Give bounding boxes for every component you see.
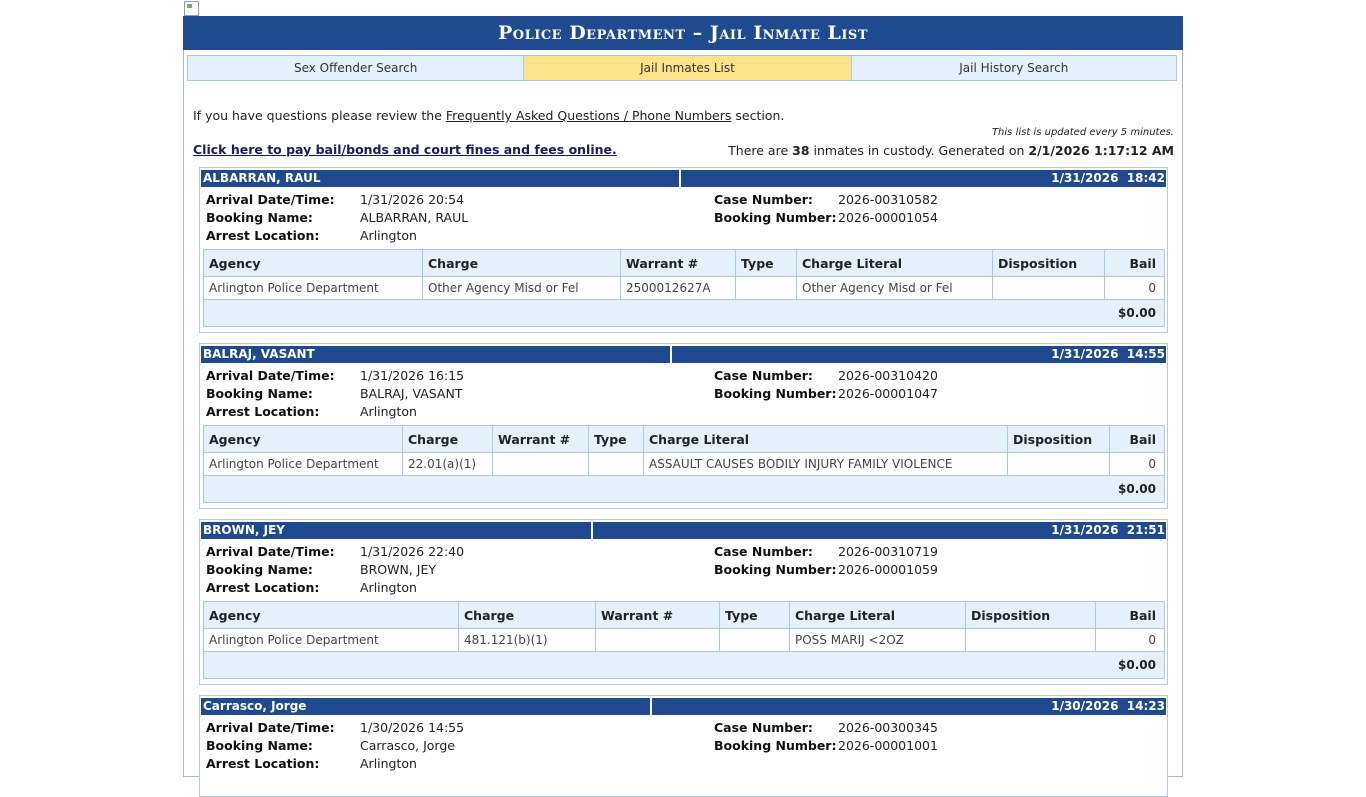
col-charge-literal: Charge Literal (790, 602, 966, 629)
case-number-label: Case Number: (714, 368, 813, 383)
booking-number-value: 2026-00001001 (838, 738, 938, 753)
bail-total: $0.00 (204, 300, 1165, 327)
nav-tabs (187, 55, 1177, 81)
col-charge-literal: Charge Literal (644, 426, 1008, 453)
col-charge-literal: Charge Literal (797, 250, 993, 277)
generated-datetime: 2/1/2026 1:17:12 AM (1028, 143, 1174, 158)
cell-warrant: 2500012627A (621, 277, 736, 300)
arrest-location-value: Arlington (360, 756, 417, 771)
tab-sex-offender-search[interactable]: Sex Offender Search (188, 56, 524, 80)
arrest-location-label: Arrest Location: (206, 580, 320, 595)
cell-type (589, 453, 644, 476)
cell-charge: 481.121(b)(1) (459, 629, 596, 652)
booking-name-value: Carrasco, Jorge (360, 738, 455, 753)
booking-number-label: Booking Number: (714, 386, 837, 401)
col-type: Type (589, 426, 644, 453)
case-number-value: 2026-00310719 (838, 544, 938, 559)
arrest-location-label: Arrest Location: (206, 228, 320, 243)
inmate-name: ALBARRAN, RAUL (201, 170, 681, 187)
cell-charge: Other Agency Misd or Fel (423, 277, 621, 300)
cell-charge-literal: POSS MARIJ <2OZ (790, 629, 966, 652)
arrival-value: 1/31/2026 22:40 (360, 544, 465, 559)
col-bail: Bail (1105, 250, 1165, 277)
broken-image-icon (183, 0, 199, 16)
cell-warrant (493, 453, 589, 476)
inmate-info (200, 539, 1167, 595)
col-charge: Charge (403, 426, 493, 453)
booking-name-value: BALRAJ, VASANT (360, 386, 463, 401)
booking-number-label: Booking Number: (714, 738, 837, 753)
case-number-value: 2026-00310582 (838, 192, 938, 207)
inmate-record (199, 695, 1168, 797)
arrival-label: Arrival Date/Time: (206, 544, 335, 559)
booking-number-value: 2026-00001047 (838, 386, 938, 401)
arrest-location-label: Arrest Location: (206, 404, 320, 419)
bail-total-row (204, 476, 1165, 503)
table-row (204, 629, 1165, 652)
inmate-name: Carrasco, Jorge (201, 698, 652, 715)
bail-total-row (204, 652, 1165, 679)
cell-warrant (596, 629, 720, 652)
arrest-location-value: Arlington (360, 228, 417, 243)
arrival-label: Arrival Date/Time: (206, 192, 335, 207)
charges-table (203, 249, 1165, 327)
arrest-location-value: Arlington (360, 580, 417, 595)
col-agency: Agency (204, 426, 403, 453)
col-disposition: Disposition (1008, 426, 1110, 453)
col-type: Type (736, 250, 797, 277)
charges-header-row (204, 250, 1165, 277)
booking-number-label: Booking Number: (714, 210, 837, 225)
col-charge: Charge (459, 602, 596, 629)
inmate-date: 1/31/2026 14:55 (672, 346, 1166, 363)
col-bail: Bail (1110, 426, 1165, 453)
arrival-value: 1/31/2026 20:54 (360, 192, 465, 207)
inmate-header (201, 346, 1166, 363)
page-container (183, 16, 1183, 777)
bail-total-row (204, 300, 1165, 327)
cell-agency: Arlington Police Department (204, 277, 423, 300)
cell-charge: 22.01(a)(1) (403, 453, 493, 476)
cell-charge-literal: Other Agency Misd or Fel (797, 277, 993, 300)
case-number-label: Case Number: (714, 192, 813, 207)
col-bail: Bail (1096, 602, 1165, 629)
inmate-record (199, 519, 1168, 685)
case-number-value: 2026-00300345 (838, 720, 938, 735)
inmate-date: 1/31/2026 21:51 (593, 522, 1166, 539)
inmate-record (199, 343, 1168, 509)
booking-name-label: Booking Name: (206, 562, 313, 577)
col-disposition: Disposition (993, 250, 1105, 277)
booking-number-value: 2026-00001059 (838, 562, 938, 577)
charges-header-row (204, 426, 1165, 453)
charges-table (203, 425, 1165, 503)
col-disposition: Disposition (966, 602, 1096, 629)
booking-name-label: Booking Name: (206, 210, 313, 225)
bail-total: $0.00 (204, 652, 1165, 679)
cell-disposition (966, 629, 1096, 652)
case-number-value: 2026-00310420 (838, 368, 938, 383)
cell-disposition (993, 277, 1105, 300)
cell-bail: 0 (1105, 277, 1165, 300)
arrest-location-label: Arrest Location: (206, 756, 320, 771)
col-warrant: Warrant # (621, 250, 736, 277)
faq-link[interactable]: Frequently Asked Questions / Phone Numbers (445, 108, 732, 123)
cell-agency: Arlington Police Department (204, 629, 459, 652)
booking-name-label: Booking Name: (206, 386, 313, 401)
col-agency: Agency (204, 602, 459, 629)
cell-type (736, 277, 797, 300)
arrival-label: Arrival Date/Time: (206, 720, 335, 735)
bail-total: $0.00 (204, 476, 1165, 503)
col-type: Type (720, 602, 790, 629)
booking-number-value: 2026-00001054 (838, 210, 938, 225)
inmate-header (201, 170, 1166, 187)
inmate-date: 1/31/2026 18:42 (681, 170, 1166, 187)
inmate-count: There are 38 inmates in custody. Generated on 2/1/2026 1:17:12 AM (728, 143, 1174, 158)
case-number-label: Case Number: (714, 720, 813, 735)
pay-bail-link[interactable]: Click here to pay bail/bonds and court fines and fees online. (193, 142, 617, 157)
inmate-header (201, 522, 1166, 539)
cell-agency: Arlington Police Department (204, 453, 403, 476)
inmate-info (200, 187, 1167, 243)
cell-type (720, 629, 790, 652)
table-row (204, 453, 1165, 476)
col-agency: Agency (204, 250, 423, 277)
cell-bail: 0 (1096, 629, 1165, 652)
table-row (204, 277, 1165, 300)
cell-charge-literal: ASSAULT CAUSES BODILY INJURY FAMILY VIOLENCE (644, 453, 1008, 476)
count-value: 38 (792, 143, 810, 158)
booking-number-label: Booking Number: (714, 562, 837, 577)
charges-header-row (204, 602, 1165, 629)
booking-name-value: ALBARRAN, RAUL (360, 210, 469, 225)
faq-notice (193, 108, 784, 123)
booking-name-label: Booking Name: (206, 738, 313, 753)
charges-table (203, 601, 1165, 679)
booking-name-value: BROWN, JEY (360, 562, 436, 577)
col-warrant: Warrant # (493, 426, 589, 453)
arrival-value: 1/31/2026 16:15 (360, 368, 465, 383)
inmate-info (200, 363, 1167, 419)
tab-jail-inmates-list[interactable]: Jail Inmates List (524, 56, 851, 80)
arrest-location-value: Arlington (360, 404, 417, 419)
inmate-date: 1/30/2026 14:23 (652, 698, 1166, 715)
update-note: This list is updated every 5 minutes. (991, 127, 1174, 138)
inmate-info (200, 715, 1167, 771)
cell-bail: 0 (1110, 453, 1165, 476)
inmate-header (201, 698, 1166, 715)
inmate-name: BALRAJ, VASANT (201, 346, 672, 363)
col-warrant: Warrant # (596, 602, 720, 629)
arrival-label: Arrival Date/Time: (206, 368, 335, 383)
faq-prefix: If you have questions please review the (193, 108, 446, 123)
page-title: Police Department – Jail Inmate List (183, 16, 1183, 50)
inmate-record (199, 167, 1168, 333)
faq-suffix: section. (731, 108, 785, 123)
tab-jail-history-search[interactable]: Jail History Search (852, 56, 1176, 80)
col-charge: Charge (423, 250, 621, 277)
case-number-label: Case Number: (714, 544, 813, 559)
inmate-name: BROWN, JEY (201, 522, 593, 539)
cell-disposition (1008, 453, 1110, 476)
arrival-value: 1/30/2026 14:55 (360, 720, 465, 735)
